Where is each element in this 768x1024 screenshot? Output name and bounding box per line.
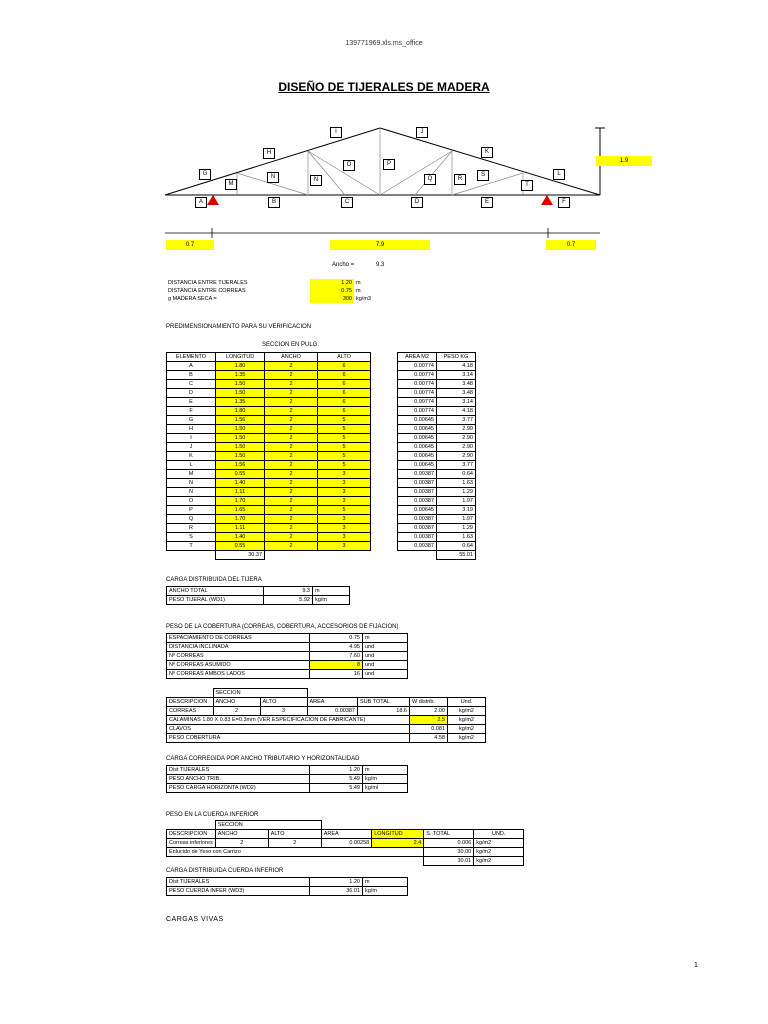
predim-row: P 1.65 2 5 0.00645 3.19 (167, 506, 476, 515)
member-label-b: B (268, 197, 280, 208)
predim-row: I 1.50 2 5 0.00645 2.90 (167, 434, 476, 443)
carga-corr-title: CARGA CORREGIDA POR ANCHO TRIBUTARIO Y HORIZONTALIDAD (166, 756, 360, 762)
member-label-n2: N (310, 175, 322, 186)
member-label-a: A (195, 197, 207, 208)
member-label-j: J (416, 127, 428, 138)
truss-diagram (0, 120, 768, 250)
file-header: 139771969.xls.ms_office (345, 40, 423, 47)
member-label-q: Q (424, 174, 436, 185)
member-label-s: S (477, 170, 489, 181)
predim-row: J 1.50 2 5 0.00645 2.90 (167, 443, 476, 452)
member-label-e: E (481, 197, 493, 208)
predim-row: Q 1.70 2 3 0.00387 1.97 (167, 515, 476, 524)
cuerda-table: SECCION DESCRIPCION ANCHO ALTO AREA LONGITUD S. TOTAL UND. Correas inferiores 2 2 0.00258 2.4 0.006 kg/m2 Enlucido de Yeso con Carrizo 30.00 kg/m2 30.01 kg/m2 (166, 820, 524, 866)
member-label-d: D (411, 197, 423, 208)
predim-row: S 1.40 2 3 0.00387 1.63 (167, 533, 476, 542)
carga-corr-table: Dist TIJERALES 1.20 m PESO ANCHO TRIB. 5.49 kg/m PESO CARGA HORIZONTA (WD2) 5.49 kg/ml (166, 765, 408, 793)
predim-row: B 1.35 2 6 0.00774 3.14 (167, 371, 476, 380)
predim-row: C 1.50 2 6 0.00774 3.48 (167, 380, 476, 389)
member-label-i: I (330, 127, 342, 138)
predim-row: K 1.50 2 5 0.00645 2.90 (167, 452, 476, 461)
predim-row: R 1.11 2 3 0.00387 1.29 (167, 524, 476, 533)
member-label-l: L (553, 169, 565, 180)
member-label-o: O (343, 160, 355, 171)
member-label-f: F (558, 197, 570, 208)
ancho-value: 9.3 (376, 262, 385, 268)
ancho-label: Ancho = (332, 262, 355, 268)
predim-row: T 0.55 2 3 0.00387 0.64 (167, 542, 476, 551)
member-label-n1: N (267, 172, 279, 183)
member-label-p: P (383, 159, 395, 170)
predim-title: PREDIMENSIONAMIENTO PARA SU VERIFICACION (166, 324, 312, 330)
predim-row: N 1.40 2 3 0.00387 1.63 (167, 479, 476, 488)
predim-row: F 1.80 2 6 0.00774 4.18 (167, 407, 476, 416)
predim-row: M 0.55 2 3 0.00387 0.64 (167, 470, 476, 479)
predim-row: A 1.80 2 6 0.00774 4.18 (167, 362, 476, 371)
predim-row: O 1.70 2 3 0.00387 1.97 (167, 497, 476, 506)
predim-section-header: SECCION EN PULG. (262, 342, 320, 348)
predim-row: G 1.56 2 5 0.00645 3.77 (167, 416, 476, 425)
member-label-r: R (454, 174, 466, 185)
params-table: DISTANCIA ENTRE TIJERALES 1.20 m DISTANCIA ENTRE CORREAS 0.75 m g MADERA SECA = 300 kg/m3 (168, 280, 371, 302)
predim-table: ELEMENTO LONGITUD ANCHO ALTO AREA M2 PESO KG A 1.80 2 6 0.00774 4.18 B 1.35 2 6 0.00774 3.14 C 1.50 2 6 0.00774 3.48 D 1.50 2 6 0.00774 3.48 E 1.35 2 6 0.00774 3.14 F 1.80 2 6 0.00774 4.18 G 1.56 2 5 0.00645 3.77 H 1.50 2 5 0.00645 2.90 I 1.50 2 5 0.00645 2.90 J 1.50 2 5 0.00645 2.90 K 1.50 2 5 0.00645 2.90 L 1.56 2 5 0.00645 3.77 M 0.55 2 3 0.00387 0.64 N 1.40 2 3 0.00387 1.63 N 1.11 2 3 0.00387 1.29 O 1.70 2 3 0.00387 1.97 P 1.65 2 5 0.00645 3.19 Q 1.70 2 3 0.00387 1.97 R 1.11 2 3 0.00387 1.29 S 1.40 2 3 0.00387 1.63 T 0.55 2 3 0.00387 0.64 30.37 55.01 (166, 352, 476, 560)
truss-height: 1.9 (596, 156, 652, 166)
predim-row: E 1.35 2 6 0.00774 3.14 (167, 398, 476, 407)
page-title: DISEÑO DE TIJERALES DE MADERA (278, 80, 490, 94)
member-label-t: T (521, 180, 533, 191)
page-number: 1 (694, 962, 698, 969)
member-label-h: H (263, 148, 275, 159)
right-support-icon (541, 195, 553, 205)
dim-mid: 7.9 (330, 240, 430, 250)
member-label-k: K (481, 147, 493, 158)
left-support-icon (207, 195, 219, 205)
predim-row: D 1.50 2 6 0.00774 3.48 (167, 389, 476, 398)
carga-cuerda-table: Dist TIJERALES 1.20 m PESO CUERDA INFER (WD3) 36.01 kg/m (166, 877, 408, 896)
predim-row: H 1.50 2 5 0.00645 2.90 (167, 425, 476, 434)
member-label-m: M (225, 179, 237, 190)
carga-tijera-table: ANCHO TOTAL 9.3 m PESO TIJERAL (WD1) 5.92 kg/m (166, 586, 350, 605)
cobertura-table: ESPACIAMIENTO DE CORREAS 0.75 m DISTANCIA INCLINADA 4.95 und Nº CORREAS 7.60 und Nº CORREAS ASUMIDO 8 und Nº CORREAS AMBOS LADOS 16 und (166, 633, 408, 679)
dim-left: 0.7 (166, 240, 214, 250)
carga-cuerda-title: CARGA DISTRIBUIDA CUERDA INFERIOR (166, 868, 284, 874)
member-label-g: G (199, 169, 211, 180)
predim-row: N 1.11 2 3 0.00387 1.29 (167, 488, 476, 497)
cuerda-title: PESO EN LA CUERDA INFERIOR (166, 812, 259, 818)
cargas-vivas-title: CARGAS VIVAS (166, 916, 224, 923)
cobertura-title: PESO DE LA COBERTURA (CORREAS, COBERTURA, ACCESORIOS DE FIJACION) (166, 624, 399, 630)
cobertura-detail-table: SECCION DESCRIPCION ANCHO ALTO AREA SUB TOTAL W distrib. Und. CORREAS 2 3 0.00387 18.6 2.00 kg/m2 CALAMINAS 1.80 X 0.83 E=0.3mm (VER ESPECIFICACION DE FABRICANTE) 2.5 kg/m2 CLAVOS 0.081 kg/m2 PESO COBERTURA 4.58 kg/m2 (166, 688, 486, 743)
predim-row: L 1.56 2 5 0.00645 3.77 (167, 461, 476, 470)
dim-right: 0.7 (546, 240, 596, 250)
carga-tijera-title: CARGA DISTRIBUIDA DEL TIJERA (166, 577, 262, 583)
member-label-c: C (341, 197, 353, 208)
